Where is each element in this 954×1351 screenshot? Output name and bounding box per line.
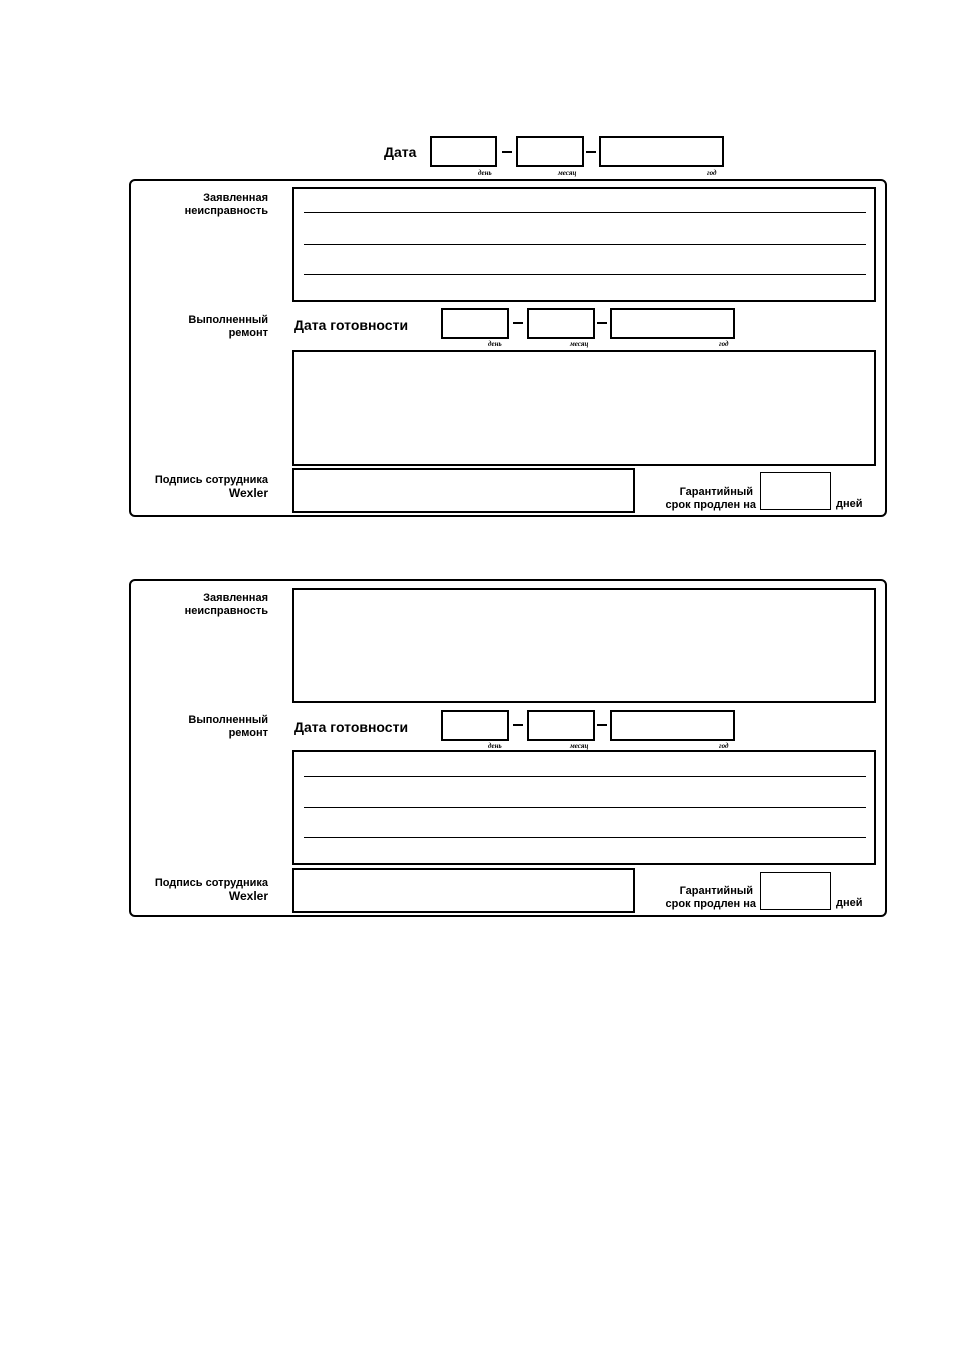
month-caption: месяц	[570, 742, 589, 750]
writing-line	[304, 837, 866, 838]
declared-fault-label: Заявленная неисправность	[184, 192, 268, 217]
ready-month-field[interactable]	[527, 308, 595, 339]
ready-day-field[interactable]	[441, 308, 509, 339]
signature-field[interactable]	[292, 868, 635, 913]
year-caption: год	[719, 742, 729, 750]
declared-fault-label: Заявленная неисправность	[184, 592, 268, 617]
writing-line	[304, 274, 866, 275]
warranty-label: Гарантийный срок продлен на	[665, 486, 756, 511]
signature-label: Подпись сотрудника Wexler	[154, 474, 268, 500]
date-separator	[513, 724, 523, 726]
writing-line	[304, 244, 866, 245]
ready-year-field[interactable]	[610, 710, 735, 741]
repair-description-field[interactable]	[292, 750, 876, 865]
ready-date-label: Дата готовности	[294, 719, 409, 735]
writing-line	[304, 212, 866, 213]
day-caption: день	[488, 742, 502, 750]
repair-label: Выполненный ремонт	[188, 314, 268, 339]
declared-fault-field[interactable]	[292, 187, 876, 302]
date-separator	[513, 322, 523, 324]
date-separator	[597, 322, 607, 324]
writing-line	[304, 776, 866, 777]
warranty-days-field[interactable]	[760, 872, 831, 910]
date-separator	[586, 151, 596, 153]
date-day-field[interactable]	[430, 136, 497, 167]
repair-label: Выполненный ремонт	[188, 714, 268, 739]
signature-label: Подпись сотрудника Wexler	[154, 877, 268, 903]
writing-line	[304, 807, 866, 808]
day-caption: день	[488, 340, 502, 348]
date-separator	[502, 151, 512, 153]
repair-description-field[interactable]	[292, 350, 876, 466]
signature-field[interactable]	[292, 468, 635, 513]
month-caption: месяц	[558, 169, 577, 177]
date-label: Дата	[384, 144, 417, 160]
ready-date-label: Дата готовности	[294, 317, 409, 333]
days-label: дней	[836, 897, 863, 909]
ready-month-field[interactable]	[527, 710, 595, 741]
ready-day-field[interactable]	[441, 710, 509, 741]
date-separator	[597, 724, 607, 726]
date-month-field[interactable]	[516, 136, 584, 167]
declared-fault-field[interactable]	[292, 588, 876, 703]
warranty-days-field[interactable]	[760, 472, 831, 510]
days-label: дней	[836, 498, 863, 510]
day-caption: день	[478, 169, 492, 177]
month-caption: месяц	[570, 340, 589, 348]
year-caption: год	[719, 340, 729, 348]
year-caption: год	[707, 169, 717, 177]
warranty-label: Гарантийный срок продлен на	[665, 885, 756, 910]
ready-year-field[interactable]	[610, 308, 735, 339]
date-year-field[interactable]	[599, 136, 724, 167]
